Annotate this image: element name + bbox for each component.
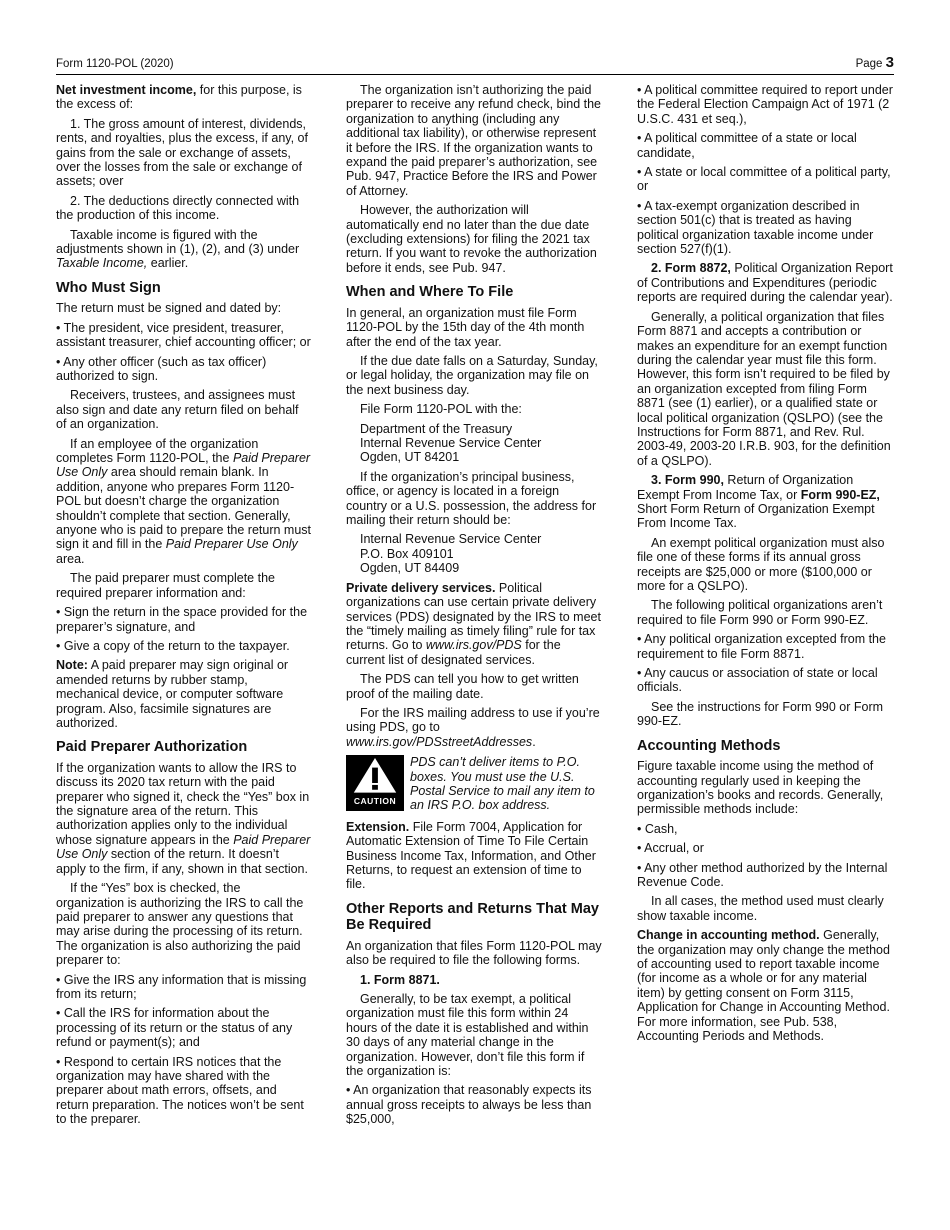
- irs-mail-a: For the IRS mailing address to use if you’re using PDS, go to: [346, 705, 600, 735]
- paid-must-para: The paid preparer must complete the required preparer information and:: [56, 571, 275, 600]
- employee-para: [56, 437, 312, 567]
- irs-mail-para: [346, 706, 602, 749]
- column-2: [346, 83, 602, 1132]
- heading-accounting-methods: Accounting Methods: [637, 737, 781, 754]
- ni-def: for this purpose, is the excess of:: [56, 83, 302, 112]
- change-rest: Generally, the organization may only change the method of accounting used to report taxable income (for income as a whole or for any material item) by getting consent on Form 3115, Application for Change in Accounting Method. For more information, see Pub. 538, Accounting Periods and Methods.: [637, 928, 890, 1044]
- emp-c: area.: [56, 551, 85, 566]
- caution-icon: [346, 755, 404, 811]
- ppa-b: section of the return. It doesn’t apply to the firm, if any, shown in that section.: [56, 847, 308, 876]
- f8871-head: 1. Form 8871.: [360, 972, 440, 987]
- pds-a: Political organizations can use certain private delivery services (PDS) designated by the IRS to meet the “timely mailing as timely filing” rule for tax returns. Go to: [346, 580, 601, 653]
- accounting-bullet-1: • Cash,: [637, 821, 678, 836]
- ni-item-1: 1. The gross amount of interest, dividends, rents, and royalties, plus the excess, if any, of gains from the sale or exchange of assets, over the losses from the sale or exchange of assets; over: [56, 116, 308, 189]
- ti-i: Taxable Income,: [56, 256, 148, 271]
- irs-mail-b: .: [532, 734, 536, 749]
- address-2-line-1: Internal Revenue Service Center: [360, 532, 542, 547]
- following-para: The following political organizations aren’t required to file Form 990 or Form 990-EZ.: [637, 598, 883, 627]
- form-8871-bullet-1: • An organization that reasonably expects its annual gross receipts to always be less than $25,000,: [346, 1083, 592, 1127]
- form-8871-heading: [346, 973, 602, 987]
- emp-i2: Paid Preparer Use Only: [165, 537, 298, 552]
- address-1-line-2: Internal Revenue Service Center: [360, 436, 542, 451]
- yes-bullet-2: • Call the IRS for information about the processing of its return or the status of any refund or payment(s); and: [56, 1006, 293, 1050]
- column-3: [637, 83, 894, 1048]
- form-name: Form 1120-POL (2020): [56, 58, 174, 70]
- change-method-para: [637, 928, 894, 1043]
- pds-para: [346, 581, 602, 667]
- caution-box: [346, 755, 602, 813]
- accounting-bullet-3: • Any other method authorized by the Internal Revenue Code.: [637, 860, 888, 889]
- all-cases-para: In all cases, the method used must clearly show taxable income.: [637, 894, 884, 923]
- pds-lead: Private delivery services.: [346, 580, 496, 595]
- exempt-political-para: An exempt political organization must also file one of these forms if its annual gross receipts are $25,000 or more ($100,000 or more for a QSLPO).: [637, 535, 885, 593]
- see-instructions-para: See the instructions for Form 990 or Form 990-EZ.: [637, 699, 884, 729]
- ni-item-2: 2. The deductions directly connected with the production of this income.: [56, 193, 300, 223]
- address-2-line-2: P.O. Box 409101: [360, 546, 454, 561]
- yes-bullet-1: • Give the IRS any information that is missing from its return;: [56, 972, 307, 1001]
- f990ez-head: Form 990-EZ,: [800, 487, 880, 502]
- who-bullet-1: • The president, vice president, treasurer, assistant treasurer, chief accounting officer; or: [56, 320, 311, 350]
- emp-a: If an employee of the organization completes Form 1120-POL, the: [56, 436, 259, 466]
- f990-head: 3. Form 990,: [651, 473, 724, 488]
- paid-bullet-1: • Sign the return in the space provided for the preparer’s signature, and: [56, 605, 308, 634]
- ppa-para: [56, 761, 312, 876]
- form-8872-para: [637, 261, 894, 304]
- due-date-para: If the due date falls on a Saturday, Sunday, or legal holiday, the organization may file on the next business day.: [346, 354, 598, 397]
- who-bullet-2: • Any other officer (such as tax officer) authorized to sign.: [56, 354, 267, 383]
- form-990-para: [637, 473, 894, 531]
- form-8871-text: Generally, to be tax exempt, a political organization must file this form within 24 hours of the date it is established and within 30 days of any material change in the organization. However, don’t file this form if the organization is:: [346, 992, 589, 1079]
- not-authorizing-para: The organization isn’t authorizing the paid preparer to receive any refund check, bind the organization to anything (including any additional tax liability), or otherwise represent it before the IRS. If the organization wants to expand the paid preparer’s authorization, see Pub. 947, Practice Before the IRS and Power of Attorney.: [346, 83, 602, 198]
- yes-bullet-3: • Respond to certain IRS notices that the organization may have shared with the preparer about math errors, offsets, and return preparation. The notices won’t be sent to the preparer.: [56, 1054, 304, 1127]
- heading-who-must-sign: Who Must Sign: [56, 279, 161, 296]
- receivers-para: Receivers, trustees, and assignees must also sign and date any return filed on behalf of an organization.: [56, 388, 299, 432]
- f8872-head: 2. Form 8872,: [651, 261, 731, 276]
- page-header: [56, 54, 894, 75]
- ext-lead: Extension.: [346, 819, 410, 834]
- note-lead: Note:: [56, 658, 88, 673]
- emp-b: area should remain blank. In addition, anyone who prepares Form 1120-POL but doesn’t charge the organization shouldn’t complete that section. Generally, anyone who is paid to prepare the return must sign it and fill in the: [56, 465, 312, 552]
- file-with-para: File Form 1120-POL with the:: [360, 402, 522, 417]
- ppa-i: Paid Preparer Use Only: [56, 832, 311, 862]
- accounting-intro: Figure taxable income using the method of accounting regularly used in keeping the organization’s books and records. Generally, permissible methods include:: [637, 759, 884, 817]
- column-1: [56, 83, 312, 1132]
- pds-b: for the current list of designated services.: [346, 638, 561, 667]
- principal-para: If the organization’s principal business, office, or agency is located in a foreign country or a U.S. possession, the address for mailing their return should be:: [346, 469, 597, 528]
- taxable-income-para: [56, 228, 312, 271]
- heading-paid-preparer-authorization: Paid Preparer Authorization: [56, 739, 248, 756]
- bullet-state-committee: • A state or local committee of a political party, or: [637, 165, 891, 194]
- paid-bullet-2: • Give a copy of the return to the taxpayer.: [56, 638, 290, 653]
- change-lead: Change in accounting method.: [637, 928, 820, 943]
- other-intro: An organization that files Form 1120-POL may also be required to file the following forms.: [346, 938, 602, 968]
- generally-8871-para: Generally, a political organization that files Form 8871 and accepts a contribution or makes an expenditure for an exempt function during the calendar year must file this form. However, this form isn’t required to be filed by an organization excepted from filing Form 8871 (see (1) earlier), or a qualified state or local political organization (QSLPO) (see the Instructions for Form 8871, and Rev. Rul. 2003-49, 2003-20 I.R.B. 903, for the definition of a QSLPO).: [637, 309, 891, 468]
- yes-box-para: If the “Yes” box is checked, the organization is authorizing the IRS to call the paid preparer to answer any questions that may arise during the processing of its return. The organization is also authorizing the paid preparer to:: [56, 881, 304, 968]
- address-1-line-3: Ogden, UT 84201: [360, 450, 460, 465]
- caution-label: CAUTION: [353, 795, 397, 806]
- address-1-line-1: Department of the Treasury: [360, 421, 513, 436]
- f8872-rest: Political Organization Report of Contributions and Expenditures (periodic reports are required during the calendar year).: [637, 261, 893, 305]
- ti-a: Taxable income is figured with the adjustments shown in (1), (2), and (3) under: [56, 227, 300, 257]
- heading-when-where: When and Where To File: [346, 284, 514, 301]
- however-para: However, the authorization will automatically end no later than the due date (excluding extensions) for filing the 2021 tax return. If you want to revoke the authorization before it ends, see Pub. 947.: [346, 203, 597, 275]
- bullet-501c: • A tax-exempt organization described in section 501(c) that is treated as having political organization taxable income under section 527(f)(1).: [637, 198, 874, 257]
- warning-triangle-icon: [352, 757, 398, 794]
- note-para: [56, 658, 312, 730]
- ext-rest: File Form 7004, Application for Automatic Extension of Time To File Certain Business Income Tax, Information, and Other Returns, to request an extension of time to file.: [346, 819, 596, 892]
- net-investment-income-term: Net investment income,: [56, 83, 197, 97]
- in-general-para: In general, an organization must file Form 1120-POL by the 15th day of the 4th month after the end of the tax year.: [346, 305, 585, 349]
- following-bullet-1: • Any political organization excepted from the requirement to file Form 8871.: [637, 632, 886, 661]
- address-2-line-3: Ogden, UT 84409: [360, 561, 460, 576]
- note-rest: A paid preparer may sign original or amended returns by rubber stamp, mechanical device, or computer software program. Also, facsimile signatures are authorized.: [56, 658, 289, 730]
- accounting-bullet-2: • Accrual, or: [637, 841, 704, 856]
- bullet-fec: • A political committee required to report under the Federal Election Campaign Act of 1971 (2 U.S.C. 431 et seq.),: [637, 83, 893, 126]
- heading-other-reports: Other Reports and Returns That May Be Required: [346, 900, 599, 934]
- ti-b: earlier.: [147, 256, 189, 271]
- page-indicator: [856, 54, 894, 71]
- bullet-state-candidate: • A political committee of a state or local candidate,: [637, 131, 857, 160]
- page-number: 3: [885, 54, 894, 71]
- page-label: Page: [855, 58, 883, 70]
- following-bullet-2: • Any caucus or association of state or local officials.: [637, 666, 878, 695]
- who-intro: The return must be signed and dated by:: [56, 301, 282, 316]
- pds-street-link[interactable]: www.irs.gov/PDSstreetAddresses: [346, 734, 533, 749]
- pds-tell-para: The PDS can tell you how to get written proof of the mailing date.: [346, 672, 579, 701]
- emp-i: Paid Preparer Use Only: [56, 451, 311, 480]
- f990-rest: Short Form Return of Organization Exempt From Income Tax.: [637, 501, 875, 531]
- pds-link[interactable]: www.irs.gov/PDS: [425, 638, 522, 653]
- caution-text: PDS can’t deliver items to P.O. boxes. You must use the U.S. Postal Service to mail any item to an IRS P.O. box address.: [410, 755, 595, 813]
- extension-para: [346, 820, 602, 892]
- net-investment-income-para: [56, 83, 312, 112]
- f990-mid: Return of Organization Exempt From Income Tax, or: [637, 473, 854, 502]
- ppa-a: If the organization wants to allow the IRS to discuss its 2020 tax return with the paid preparer who signed it, check the “Yes” box in the signature area of the return. This authorization applies only to the individual whose signature appears in the: [56, 760, 310, 847]
